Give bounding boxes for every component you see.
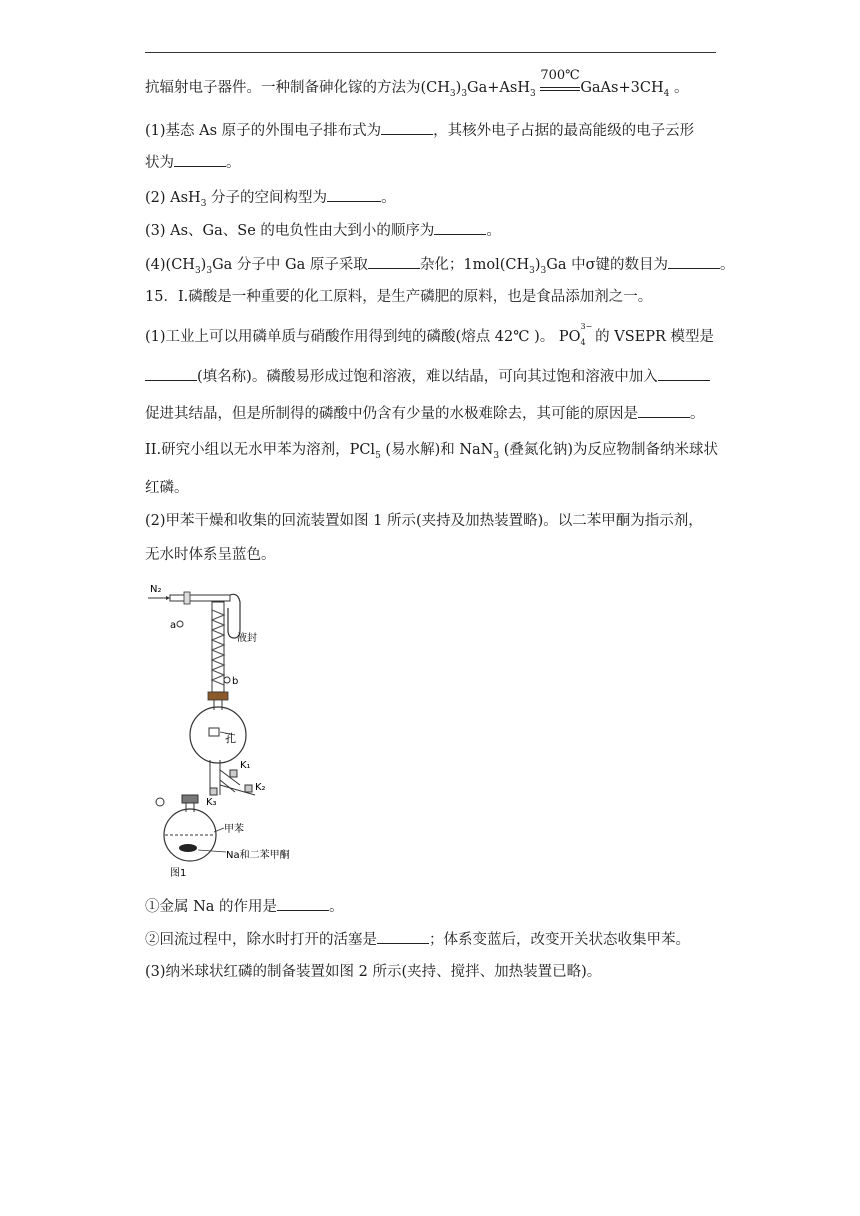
toluene-label: 甲苯: [224, 824, 244, 835]
sub-question-2: [145, 929, 690, 950]
formula-part: Ga+AsH: [467, 80, 530, 96]
punctuation: 。: [690, 406, 705, 422]
stopcock-k3-icon: [210, 788, 217, 795]
question-text: (填名称)。磷酸易形成过饱和溶液，难以结晶，可向其过饱和溶液中加入: [197, 369, 658, 385]
k1-label: K₁: [240, 760, 251, 771]
question-4: [145, 254, 735, 281]
question-text: ①金属 Na 的作用是: [145, 899, 278, 915]
na-label: Na和二苯甲酮: [226, 850, 290, 861]
stopcock-k2-icon: [245, 785, 252, 792]
question-text: 杂化；1mol(CH: [419, 257, 530, 273]
question-text: (1)工业上可以用磷单质与硝酸作用得到纯的磷酸(熔点 42℃ )。 PO: [145, 329, 581, 345]
punctuation: 。: [673, 80, 689, 96]
punctuation: 。: [226, 155, 241, 171]
k2-label: K₂: [255, 782, 266, 793]
subscript: 3: [449, 88, 456, 99]
answer-blank[interactable]: [638, 403, 690, 418]
question-text: 的 VSEPR 模型是: [590, 329, 714, 345]
reaction-line: [145, 68, 689, 104]
punctuation: 。: [329, 899, 344, 915]
question-text: (叠氮化钠)为反应物制备纳米球状: [499, 442, 719, 458]
subscript: 3: [529, 88, 536, 99]
formula-part: GaAs+3CH: [580, 80, 664, 96]
question-text: Ga 中σ键的数目为: [546, 257, 668, 273]
question-text: ): [200, 257, 207, 273]
answer-blank[interactable]: [174, 152, 226, 167]
superscript: 3−: [580, 322, 593, 331]
condenser-coil: [212, 610, 224, 685]
answer-blank[interactable]: [434, 220, 486, 235]
condition-label: 700℃: [540, 68, 580, 83]
liquid-seal-label: 液封: [237, 633, 257, 644]
port-b-label: b: [232, 676, 239, 687]
subscript: 3: [529, 265, 535, 276]
formula-part: ): [455, 80, 462, 96]
sub-question-1: [145, 896, 344, 917]
answer-blank[interactable]: [327, 187, 381, 202]
question-text: ②回流过程中，除水时打开的活塞是: [145, 932, 377, 948]
port-a: [177, 621, 183, 627]
punctuation: 。: [381, 190, 396, 206]
arrow-head-icon: [166, 596, 170, 600]
answer-blank[interactable]: [145, 366, 197, 381]
question-1-cont: [145, 152, 241, 173]
question-15-1: [145, 322, 714, 347]
n2-label: N₂: [150, 584, 162, 595]
question-15-1-cont: [145, 366, 710, 387]
question-text: (4)(CH: [145, 257, 195, 273]
subscript: 3: [194, 265, 201, 276]
punctuation: 。: [720, 257, 735, 273]
header-rule: [145, 52, 716, 53]
question-text: Ga 分子中 Ga 原子采取: [212, 257, 368, 273]
port-a-label: a: [170, 620, 177, 631]
question-text: II.研究小组以无水甲苯为溶剂，PCl: [145, 442, 376, 458]
joint-clamp: [208, 692, 228, 700]
subscript: 3: [200, 198, 207, 209]
question-15-1-cont2: [145, 403, 705, 424]
stopcock-icon: [184, 592, 190, 604]
intro-text: 抗辐射电子器件。一种制备砷化镓的方法为: [145, 80, 421, 96]
answer-blank[interactable]: [658, 366, 710, 381]
subscript: 4: [580, 338, 586, 347]
question-text: (2) AsH: [145, 190, 201, 206]
subscript: 3: [461, 88, 468, 99]
answer-blank[interactable]: [381, 120, 433, 135]
question-text: ；体系变蓝后，改变开关状态收集甲苯。: [429, 932, 690, 948]
question-2-intro-cont: 无水时体系呈蓝色。: [145, 547, 276, 563]
apparatus-figure: [140, 580, 320, 880]
question-15-intro: 15．I.磷酸是一种重要的化工原料，是生产磷肥的原料，也是食品添加剂之一。: [145, 289, 653, 305]
stopcock-k1-icon: [230, 770, 237, 777]
question-text: ，其核外电子占据的最高能级的电子云形: [433, 123, 695, 139]
sodium-solid: [179, 844, 197, 852]
side-neck: [156, 798, 164, 806]
upper-flask: [190, 707, 246, 763]
port-b: [224, 677, 230, 683]
question-1: [145, 120, 694, 141]
top-tube: [170, 595, 230, 601]
reaction-condition: [540, 68, 580, 98]
question-text: (易水解)和 NaN: [380, 442, 494, 458]
subscript: 3: [206, 265, 213, 276]
hole-label: 孔: [225, 732, 236, 745]
answer-blank[interactable]: [368, 254, 420, 269]
subscript: 5: [375, 450, 381, 461]
stopper: [182, 795, 198, 803]
question-text: 促进其结晶，但是所制得的磷酸中仍含有少量的水极难除去，其可能的原因是: [145, 406, 638, 422]
question-text: 分子的空间构型为: [206, 190, 328, 206]
na-pointer: [198, 850, 226, 852]
question-text: ): [534, 257, 541, 273]
answer-blank[interactable]: [668, 254, 720, 269]
question-text: (1)基态 As 原子的外围电子排布式为: [145, 123, 382, 139]
question-text: (3) As、Ga、Se 的电负性由大到小的顺序为: [145, 223, 435, 239]
figure-caption: 图1: [170, 868, 187, 879]
question-3-intro: (3)纳米球状红磷的制备装置如图 2 所示(夹持、搅拌、加热装置已略)。: [145, 964, 602, 980]
hole-tube: [209, 728, 219, 736]
formula-part: (CH: [420, 80, 450, 96]
k3-label: K₃: [206, 797, 217, 808]
question-text: 状为: [145, 155, 174, 171]
question-2-intro: (2)甲苯干燥和收集的回流装置如图 1 所示(夹持及加热装置略)。以二苯甲酮为指示剂，: [145, 513, 703, 529]
question-3: [145, 220, 501, 241]
answer-blank[interactable]: [377, 929, 429, 944]
section-II: [145, 440, 718, 466]
ion-scripts: [580, 322, 593, 347]
subscript: 3: [540, 265, 547, 276]
punctuation: 。: [486, 223, 501, 239]
section-II-cont: 红磷。: [145, 480, 189, 496]
subscript: 3: [493, 450, 500, 461]
subscript: 4: [663, 88, 670, 99]
answer-blank[interactable]: [277, 896, 329, 911]
question-2: [145, 187, 396, 214]
